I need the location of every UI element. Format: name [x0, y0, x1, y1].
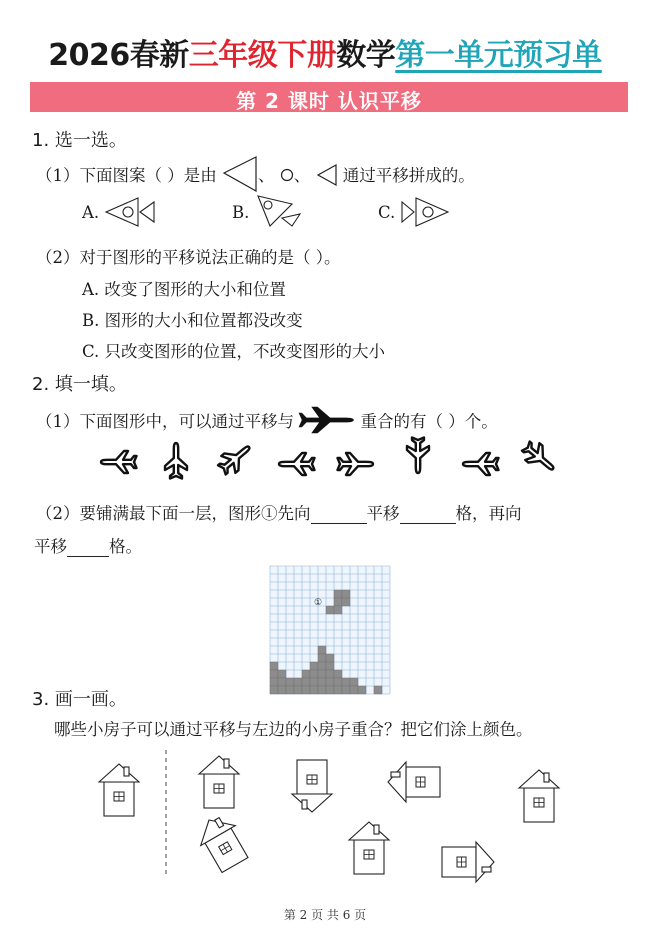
grid-cell [334, 590, 342, 598]
grid-cell [326, 686, 334, 694]
plane-1 [101, 451, 137, 473]
title-unit: 第一单元预习单 [395, 38, 602, 73]
grid-cell [326, 654, 334, 662]
page-footer: 第 2 页 共 6 页 [283, 908, 367, 922]
q1-2-option-c: C. 只改变图形的位置，不改变图形的大小 [82, 342, 386, 361]
grid-cell [318, 654, 326, 662]
q1-1-stem-a: （1）下面图案（ ）是由 [36, 166, 217, 185]
option-b-label: B. [232, 203, 250, 222]
fish-figure-c [400, 196, 452, 228]
grid-cell [318, 662, 326, 670]
option-c-label: C. [378, 203, 396, 222]
page-title [0, 30, 650, 74]
house-1[interactable] [199, 756, 239, 808]
q1-1-sep2: 、 [293, 166, 311, 185]
grid-cell [278, 686, 286, 694]
grid-cell [318, 646, 326, 654]
grid-shape-label: ① [313, 598, 323, 608]
tiling-grid [270, 566, 390, 694]
q1-2-option-b: B. 图形的大小和位置都没改变 [82, 311, 303, 330]
grid-cell [334, 670, 342, 678]
q2-2-line2-a: 平移 [34, 537, 67, 556]
grid-cell [350, 678, 358, 686]
reference-house [99, 764, 139, 816]
title-year: 2026春新 [48, 38, 189, 73]
plane-6 [407, 438, 429, 474]
reference-plane-icon [299, 408, 355, 432]
section3-instruction: 哪些小房子可以通过平移与左边的小房子重合？把它们涂上颜色。 [54, 720, 533, 739]
grid-cell [326, 678, 334, 686]
plane-4 [279, 453, 315, 475]
q2-2-line1-a: （2）要铺满最下面一层，图形①先向 [36, 504, 311, 523]
grid-cell [334, 678, 342, 686]
grid-cell [294, 686, 302, 694]
grid-cell [294, 678, 302, 686]
house-3[interactable] [388, 762, 440, 802]
answer-blank-steps1[interactable] [400, 507, 456, 525]
grid-cell [278, 670, 286, 678]
fish-figure-a [104, 196, 156, 228]
grid-cell [286, 686, 294, 694]
q2-2-line1 [36, 500, 522, 524]
grid-cell [286, 678, 294, 686]
q1-1-sep1: 、 [258, 166, 275, 185]
title-grade: 三年级下册 [188, 38, 337, 73]
q1-2-option-a: A. 改变了图形的大小和位置 [82, 280, 286, 299]
house-7[interactable] [442, 842, 494, 882]
q2-2-line1-b: 平移 [366, 504, 400, 523]
q1-1-stem [36, 162, 475, 187]
grid-cell [278, 678, 286, 686]
circle-icon [280, 168, 294, 182]
grid-cell [334, 598, 342, 606]
grid-cell [342, 678, 350, 686]
grid-cell [310, 678, 318, 686]
plane-5 [338, 453, 374, 475]
grid-cell [342, 598, 350, 606]
houses-area [90, 748, 570, 888]
q2-1-stem-a: （1）下面图形中，可以通过平移与 [36, 412, 294, 431]
house-6[interactable] [349, 822, 389, 874]
grid-cell [310, 686, 318, 694]
plane-2 [165, 443, 187, 479]
answer-blank-steps2[interactable] [67, 540, 109, 558]
grid-cell [326, 606, 334, 614]
q2-2-line2 [34, 533, 142, 557]
option-a-label: A. [82, 203, 100, 222]
q1-1-stem-d: 通过平移拼成的。 [342, 166, 475, 185]
fish-figure-b [254, 192, 304, 228]
grid-cell [302, 686, 310, 694]
house-4[interactable] [519, 770, 559, 822]
grid-cell [302, 678, 310, 686]
grid-cell [270, 662, 278, 670]
q2-1-stem [36, 408, 498, 432]
big-triangle-icon [222, 163, 258, 187]
grid-cell [270, 686, 278, 694]
grid-cell [326, 670, 334, 678]
grid-cell [270, 678, 278, 686]
grid-cell [318, 686, 326, 694]
q1-2-stem: （2）对于图形的平移说法正确的是（ ）。 [36, 248, 341, 267]
plane-8 [519, 438, 560, 478]
plane-row [88, 432, 576, 488]
grid-cell [310, 670, 318, 678]
grid-cell [342, 686, 350, 694]
house-5[interactable] [192, 810, 253, 875]
lesson-title: 第 2 课时 认识平移 [236, 89, 422, 113]
grid-cell [342, 590, 350, 598]
grid-cell [310, 662, 318, 670]
grid-cell [374, 686, 382, 694]
plane-3 [215, 439, 256, 479]
grid-cell [318, 678, 326, 686]
grid-cell [334, 686, 342, 694]
grid-cell [334, 606, 342, 614]
answer-blank-direction1[interactable] [311, 507, 367, 525]
title-subject: 数学 [336, 38, 396, 73]
grid-cell [302, 670, 310, 678]
house-2[interactable] [292, 760, 332, 812]
q2-2-line1-c: 格，再向 [455, 504, 522, 523]
section3-heading: 3. 画一画。 [32, 689, 127, 710]
q2-2-line2-b: 格。 [109, 537, 142, 556]
q2-1-stem-b: 重合的有（ ）个。 [360, 412, 498, 431]
section2-heading: 2. 填一填。 [32, 374, 127, 395]
grid-cell [326, 662, 334, 670]
plane-7 [463, 453, 499, 475]
small-triangle-icon [316, 165, 338, 185]
grid-cell [358, 686, 366, 694]
grid-cell [318, 670, 326, 678]
section1-heading: 1. 选一选。 [32, 130, 127, 151]
grid-cell [350, 686, 358, 694]
grid-cell [270, 670, 278, 678]
